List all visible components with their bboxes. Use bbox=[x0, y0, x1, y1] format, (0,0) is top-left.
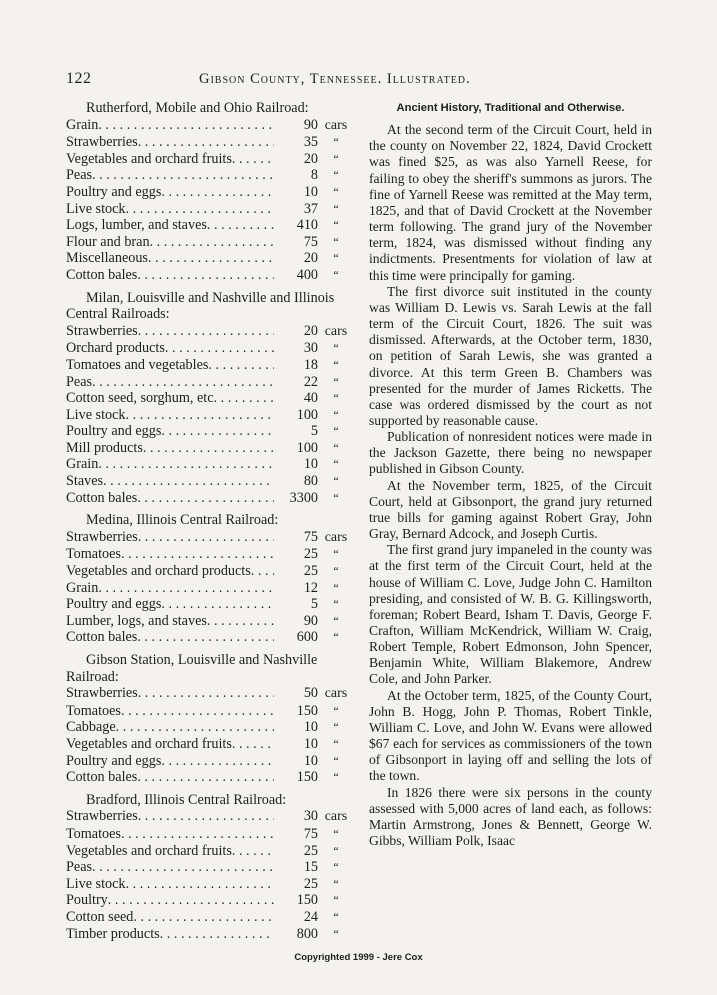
row-unit: “ bbox=[333, 135, 339, 150]
row-unit: “ bbox=[333, 267, 339, 282]
shipment-row bbox=[66, 580, 354, 597]
shipment-list bbox=[66, 117, 354, 284]
row-item: Poultry and eggs bbox=[66, 183, 162, 200]
row-unit: cars bbox=[324, 323, 348, 339]
leader-dots bbox=[138, 134, 274, 151]
shipment-list bbox=[66, 685, 354, 786]
leader-dots bbox=[92, 859, 274, 876]
row-unit: cars bbox=[324, 686, 348, 702]
row-unit: “ bbox=[333, 770, 339, 785]
shipment-row bbox=[66, 808, 354, 826]
row-item: Tomatoes and vegetables bbox=[66, 356, 209, 373]
row-count: 37 bbox=[303, 200, 318, 217]
row-item: Miscellaneous bbox=[66, 250, 148, 267]
row-item: Timber products bbox=[66, 925, 160, 942]
leader-dots bbox=[137, 629, 274, 646]
shipment-row bbox=[66, 490, 354, 507]
row-item: Vegetables and orchard fruits bbox=[66, 842, 232, 859]
row-item: Strawberries bbox=[66, 808, 138, 825]
leader-dots bbox=[161, 423, 274, 440]
row-count: 5 bbox=[310, 596, 318, 613]
leader-dots bbox=[138, 323, 274, 340]
row-count: 12 bbox=[303, 579, 318, 596]
row-count: 25 bbox=[303, 546, 318, 563]
leader-dots bbox=[98, 580, 274, 597]
row-count: 15 bbox=[303, 859, 318, 876]
shipment-row bbox=[66, 167, 354, 184]
body-paragraph: At the November term, 1825, of the Circuit Court, held at Gibsonport, the grand jury returned true bills for gaming against Robert Gray, John Gray, Bernard Adcock, and Joseph Curtis. bbox=[369, 477, 652, 542]
shipment-row bbox=[66, 217, 354, 234]
shipment-row bbox=[66, 423, 354, 440]
row-unit: “ bbox=[333, 374, 339, 389]
page-number: 122 bbox=[66, 70, 92, 87]
row-unit: “ bbox=[333, 440, 339, 455]
row-count: 3300 bbox=[289, 489, 318, 506]
row-count: 20 bbox=[303, 150, 318, 167]
section-title: Rutherford, Mobile and Ohio Railroad: bbox=[86, 100, 309, 116]
leader-dots bbox=[251, 563, 274, 580]
section-heading: Ancient History, Traditional and Otherwise. bbox=[396, 102, 625, 114]
row-item: Strawberries bbox=[66, 685, 138, 702]
row-count: 150 bbox=[296, 769, 318, 786]
leader-dots bbox=[92, 374, 274, 391]
row-count: 10 bbox=[303, 183, 318, 200]
row-unit: “ bbox=[333, 613, 339, 628]
row-unit: “ bbox=[333, 184, 339, 199]
row-count: 25 bbox=[303, 875, 318, 892]
shipment-row bbox=[66, 843, 354, 860]
row-count: 24 bbox=[303, 908, 318, 925]
history-column bbox=[369, 100, 652, 849]
shipment-row bbox=[66, 340, 354, 357]
row-unit: “ bbox=[333, 168, 339, 183]
row-unit: “ bbox=[333, 341, 339, 356]
row-count: 75 bbox=[303, 233, 318, 250]
leader-dots bbox=[150, 234, 274, 251]
row-count: 22 bbox=[303, 373, 318, 390]
row-unit: “ bbox=[333, 424, 339, 439]
row-unit: “ bbox=[333, 547, 339, 562]
row-unit: “ bbox=[333, 251, 339, 266]
section-title: Medina, Illinois Central Railroad: bbox=[86, 512, 279, 529]
leader-dots bbox=[214, 390, 274, 407]
shipment-row bbox=[66, 151, 354, 168]
row-count: 30 bbox=[303, 808, 318, 825]
row-unit: “ bbox=[333, 926, 339, 941]
row-unit: “ bbox=[333, 597, 339, 612]
leader-dots bbox=[92, 167, 274, 184]
row-count: 18 bbox=[303, 356, 318, 373]
row-item: Poultry and eggs bbox=[66, 423, 162, 440]
row-item: Peas bbox=[66, 373, 93, 390]
row-item: Cotton seed, sorghum, etc bbox=[66, 390, 214, 407]
section-title: Gibson Station, Louisville and Nashville Railroad: bbox=[66, 652, 318, 685]
leader-dots bbox=[161, 596, 274, 613]
row-item: Flour and bran bbox=[66, 233, 150, 250]
row-unit: “ bbox=[333, 703, 339, 718]
leader-dots bbox=[207, 613, 274, 630]
shipment-row bbox=[66, 876, 354, 893]
row-unit: “ bbox=[333, 630, 339, 645]
leader-dots bbox=[116, 719, 274, 736]
leader-dots bbox=[137, 769, 274, 786]
leader-dots bbox=[161, 753, 274, 770]
row-count: 150 bbox=[296, 892, 318, 909]
row-count: 10 bbox=[303, 719, 318, 736]
row-item: Peas bbox=[66, 167, 93, 184]
shipment-row bbox=[66, 357, 354, 374]
shipment-row bbox=[66, 703, 354, 720]
shipment-row bbox=[66, 440, 354, 457]
body-paragraph: At the October term, 1825, of the County Court, John B. Hogg, John P. Thomas, Robert Tinkle, William C. Love, and John W. Evans were allowed $67 each for services as commissioners of the town of Gibsonport in laying off and selling the lots of the town. bbox=[369, 687, 652, 784]
row-unit: “ bbox=[333, 860, 339, 875]
shipment-row bbox=[66, 685, 354, 703]
leader-dots bbox=[138, 808, 274, 825]
row-count: 5 bbox=[310, 423, 318, 440]
shipment-row bbox=[66, 629, 354, 646]
leader-dots bbox=[160, 926, 274, 943]
leader-dots bbox=[121, 546, 274, 563]
row-unit: “ bbox=[333, 564, 339, 579]
row-count: 100 bbox=[296, 406, 318, 423]
shipment-row bbox=[66, 736, 354, 753]
row-count: 20 bbox=[303, 322, 318, 339]
row-count: 75 bbox=[303, 825, 318, 842]
row-unit: “ bbox=[333, 407, 339, 422]
shipment-row bbox=[66, 390, 354, 407]
row-item: Strawberries bbox=[66, 528, 138, 545]
row-item: Cotton bales bbox=[66, 266, 138, 283]
body-paragraph: Publication of nonresident notices were made in the Jackson Gazette, there being no newspaper published in Gibson County. bbox=[369, 429, 652, 477]
row-unit: “ bbox=[333, 736, 339, 751]
shipment-row bbox=[66, 250, 354, 267]
leader-dots bbox=[126, 407, 275, 424]
row-item: Peas bbox=[66, 859, 93, 876]
shipments-column bbox=[66, 100, 354, 942]
shipment-row bbox=[66, 926, 354, 943]
leader-dots bbox=[143, 440, 274, 457]
row-unit: cars bbox=[324, 117, 348, 133]
leader-dots bbox=[208, 357, 274, 374]
row-unit: “ bbox=[333, 218, 339, 233]
shipment-row bbox=[66, 201, 354, 218]
leader-dots bbox=[137, 490, 274, 507]
shipment-row bbox=[66, 184, 354, 201]
row-unit: “ bbox=[333, 893, 339, 908]
row-item: Grain bbox=[66, 116, 99, 133]
row-item: Tomatoes bbox=[66, 825, 121, 842]
body-paragraph: The first grand jury impaneled in the county was at the first term of the Circuit Court, held at the house of William C. Love, Judge John C. Hamilton presiding, and consisted of W. B. G. Killingsworth, foreman; Robert Beard, Isham T. Davis, George F. Crafton, William McKendrick, William W. Craig, Robert Temple, Robert Edmonson, John Spencer, Benjamin White, William Blakemore, Andrew Cole, and John Parker. bbox=[369, 542, 653, 687]
row-count: 150 bbox=[296, 702, 318, 719]
row-item: Grain bbox=[66, 456, 99, 473]
row-item: Vegetables and orchard products bbox=[66, 563, 251, 580]
shipment-row bbox=[66, 769, 354, 786]
leader-dots bbox=[161, 184, 274, 201]
row-unit: “ bbox=[333, 357, 339, 372]
leader-dots bbox=[126, 876, 275, 893]
leader-dots bbox=[121, 703, 274, 720]
row-count: 25 bbox=[303, 842, 318, 859]
shipment-row bbox=[66, 719, 354, 736]
shipment-row bbox=[66, 753, 354, 770]
leader-dots bbox=[207, 217, 274, 234]
row-item: Cotton bales bbox=[66, 769, 138, 786]
row-count: 20 bbox=[303, 250, 318, 267]
shipment-row bbox=[66, 859, 354, 876]
row-item: Tomatoes bbox=[66, 546, 121, 563]
row-count: 800 bbox=[296, 925, 318, 942]
shipment-row bbox=[66, 563, 354, 580]
row-item: Poultry bbox=[66, 892, 108, 909]
leader-dots bbox=[148, 250, 274, 267]
row-unit: “ bbox=[333, 753, 339, 768]
row-count: 10 bbox=[303, 752, 318, 769]
row-unit: “ bbox=[333, 720, 339, 735]
leader-dots bbox=[126, 201, 275, 218]
row-item: Orchard products bbox=[66, 340, 165, 357]
row-count: 35 bbox=[303, 134, 318, 151]
shipment-row bbox=[66, 374, 354, 391]
row-item: Staves bbox=[66, 473, 104, 490]
body-paragraph: In 1826 there were six persons in the county assessed with 5,000 acres of land each, as follows: Martin Armstrong, Jones & Bennett, George W. Gibbs, William Polk, Isaac bbox=[369, 784, 652, 849]
copyright-footer: Copyrighted 1999 - Jere Cox bbox=[294, 952, 423, 963]
section-title: Milan, Louisville and Nashville and Illinois Central Railroads: bbox=[66, 289, 335, 323]
row-item: Poultry and eggs bbox=[66, 752, 162, 769]
shipment-row bbox=[66, 826, 354, 843]
row-item: Cotton bales bbox=[66, 629, 138, 646]
row-count: 75 bbox=[303, 528, 318, 545]
row-count: 50 bbox=[303, 685, 318, 702]
leader-dots bbox=[232, 843, 274, 860]
row-unit: “ bbox=[333, 201, 339, 216]
row-count: 10 bbox=[303, 456, 318, 473]
row-item: Vegetables and orchard fruits bbox=[66, 150, 232, 167]
row-count: 90 bbox=[303, 612, 318, 629]
leader-dots bbox=[232, 151, 274, 168]
row-unit: cars bbox=[324, 529, 348, 545]
row-item: Lumber, logs, and staves bbox=[66, 612, 207, 629]
row-count: 410 bbox=[296, 217, 318, 234]
row-count: 10 bbox=[303, 735, 318, 752]
row-item: Cotton seed bbox=[66, 908, 134, 925]
shipment-list bbox=[66, 808, 354, 942]
row-item: Vegetables and orchard fruits bbox=[66, 735, 232, 752]
row-item: Tomatoes bbox=[66, 702, 121, 719]
leader-dots bbox=[133, 909, 274, 926]
row-item: Grain bbox=[66, 579, 99, 596]
shipment-row bbox=[66, 613, 354, 630]
row-item: Cotton bales bbox=[66, 489, 138, 506]
body-paragraph: At the second term of the Circuit Court, held in the county on November 22, 1824, David Crockett was fined $25, as was also Yarnell Reese, for failing to obey the sheriff's summons as jurors. The fine of Yarnell Reese was remitted at the May term, 1825, and that of David Crockett at the November term following. The grand jury of the November term, 1824, was dismissed without finding any indictments. Presentments for violation of law at this time were principally for gaming. bbox=[369, 122, 652, 283]
row-unit: “ bbox=[333, 909, 339, 924]
row-item: Strawberries bbox=[66, 134, 138, 151]
row-count: 40 bbox=[303, 390, 318, 407]
shipment-row bbox=[66, 473, 354, 490]
leader-dots bbox=[232, 736, 274, 753]
row-item: Cabbage bbox=[66, 719, 116, 736]
leader-dots bbox=[98, 456, 274, 473]
shipment-row bbox=[66, 234, 354, 251]
row-unit: “ bbox=[333, 843, 339, 858]
row-unit: “ bbox=[333, 151, 339, 166]
running-title: Gibson County, Tennessee. Illustrated. bbox=[199, 71, 471, 87]
shipment-list bbox=[66, 323, 354, 507]
shipment-row bbox=[66, 407, 354, 424]
shipment-row bbox=[66, 117, 354, 135]
shipment-row bbox=[66, 546, 354, 563]
leader-dots bbox=[121, 826, 274, 843]
leader-dots bbox=[165, 340, 274, 357]
row-item: Logs, lumber, and staves bbox=[66, 217, 207, 234]
section-title: Bradford, Illinois Central Railroad: bbox=[86, 791, 287, 808]
row-unit: “ bbox=[333, 474, 339, 489]
leader-dots bbox=[138, 685, 274, 702]
shipment-list bbox=[66, 529, 354, 646]
row-unit: “ bbox=[333, 457, 339, 472]
shipment-row bbox=[66, 456, 354, 473]
row-item: Live stock bbox=[66, 875, 126, 892]
leader-dots bbox=[138, 529, 274, 546]
leader-dots bbox=[98, 117, 274, 134]
row-unit: “ bbox=[333, 826, 339, 841]
row-count: 30 bbox=[303, 340, 318, 357]
shipment-row bbox=[66, 529, 354, 547]
row-count: 90 bbox=[303, 116, 318, 133]
row-count: 600 bbox=[296, 629, 318, 646]
row-item: Strawberries bbox=[66, 322, 138, 339]
page-header bbox=[66, 70, 656, 90]
row-item: Live stock bbox=[66, 200, 126, 217]
leader-dots bbox=[103, 473, 274, 490]
row-count: 100 bbox=[296, 439, 318, 456]
leader-dots bbox=[137, 267, 274, 284]
row-unit: “ bbox=[333, 234, 339, 249]
row-unit: cars bbox=[324, 809, 348, 825]
shipment-row bbox=[66, 267, 354, 284]
body-paragraph: The first divorce suit instituted in the county was William D. Lewis vs. Sarah Lewis at the fall term of the Circuit Court, 1826. The suit was dismissed. Afterwards, at the October term, 1830, on petition of Sarah Lewis, she was granted a divorce. At this term Green B. Chambers was presented for the murder of James Ricketts. The case was ordered dismissed by the court as not supported by reasonable cause. bbox=[369, 283, 652, 428]
row-count: 8 bbox=[310, 167, 318, 184]
row-count: 400 bbox=[296, 266, 318, 283]
leader-dots bbox=[108, 892, 274, 909]
shipment-row bbox=[66, 323, 354, 341]
shipment-row bbox=[66, 596, 354, 613]
row-unit: “ bbox=[333, 391, 339, 406]
row-item: Live stock bbox=[66, 406, 126, 423]
shipment-row bbox=[66, 134, 354, 151]
row-unit: “ bbox=[333, 580, 339, 595]
row-count: 25 bbox=[303, 563, 318, 580]
shipment-row bbox=[66, 909, 354, 926]
row-item: Mill products bbox=[66, 439, 143, 456]
row-unit: “ bbox=[333, 876, 339, 891]
shipment-row bbox=[66, 892, 354, 909]
row-item: Poultry and eggs bbox=[66, 596, 162, 613]
row-count: 80 bbox=[303, 473, 318, 490]
row-unit: “ bbox=[333, 490, 339, 505]
